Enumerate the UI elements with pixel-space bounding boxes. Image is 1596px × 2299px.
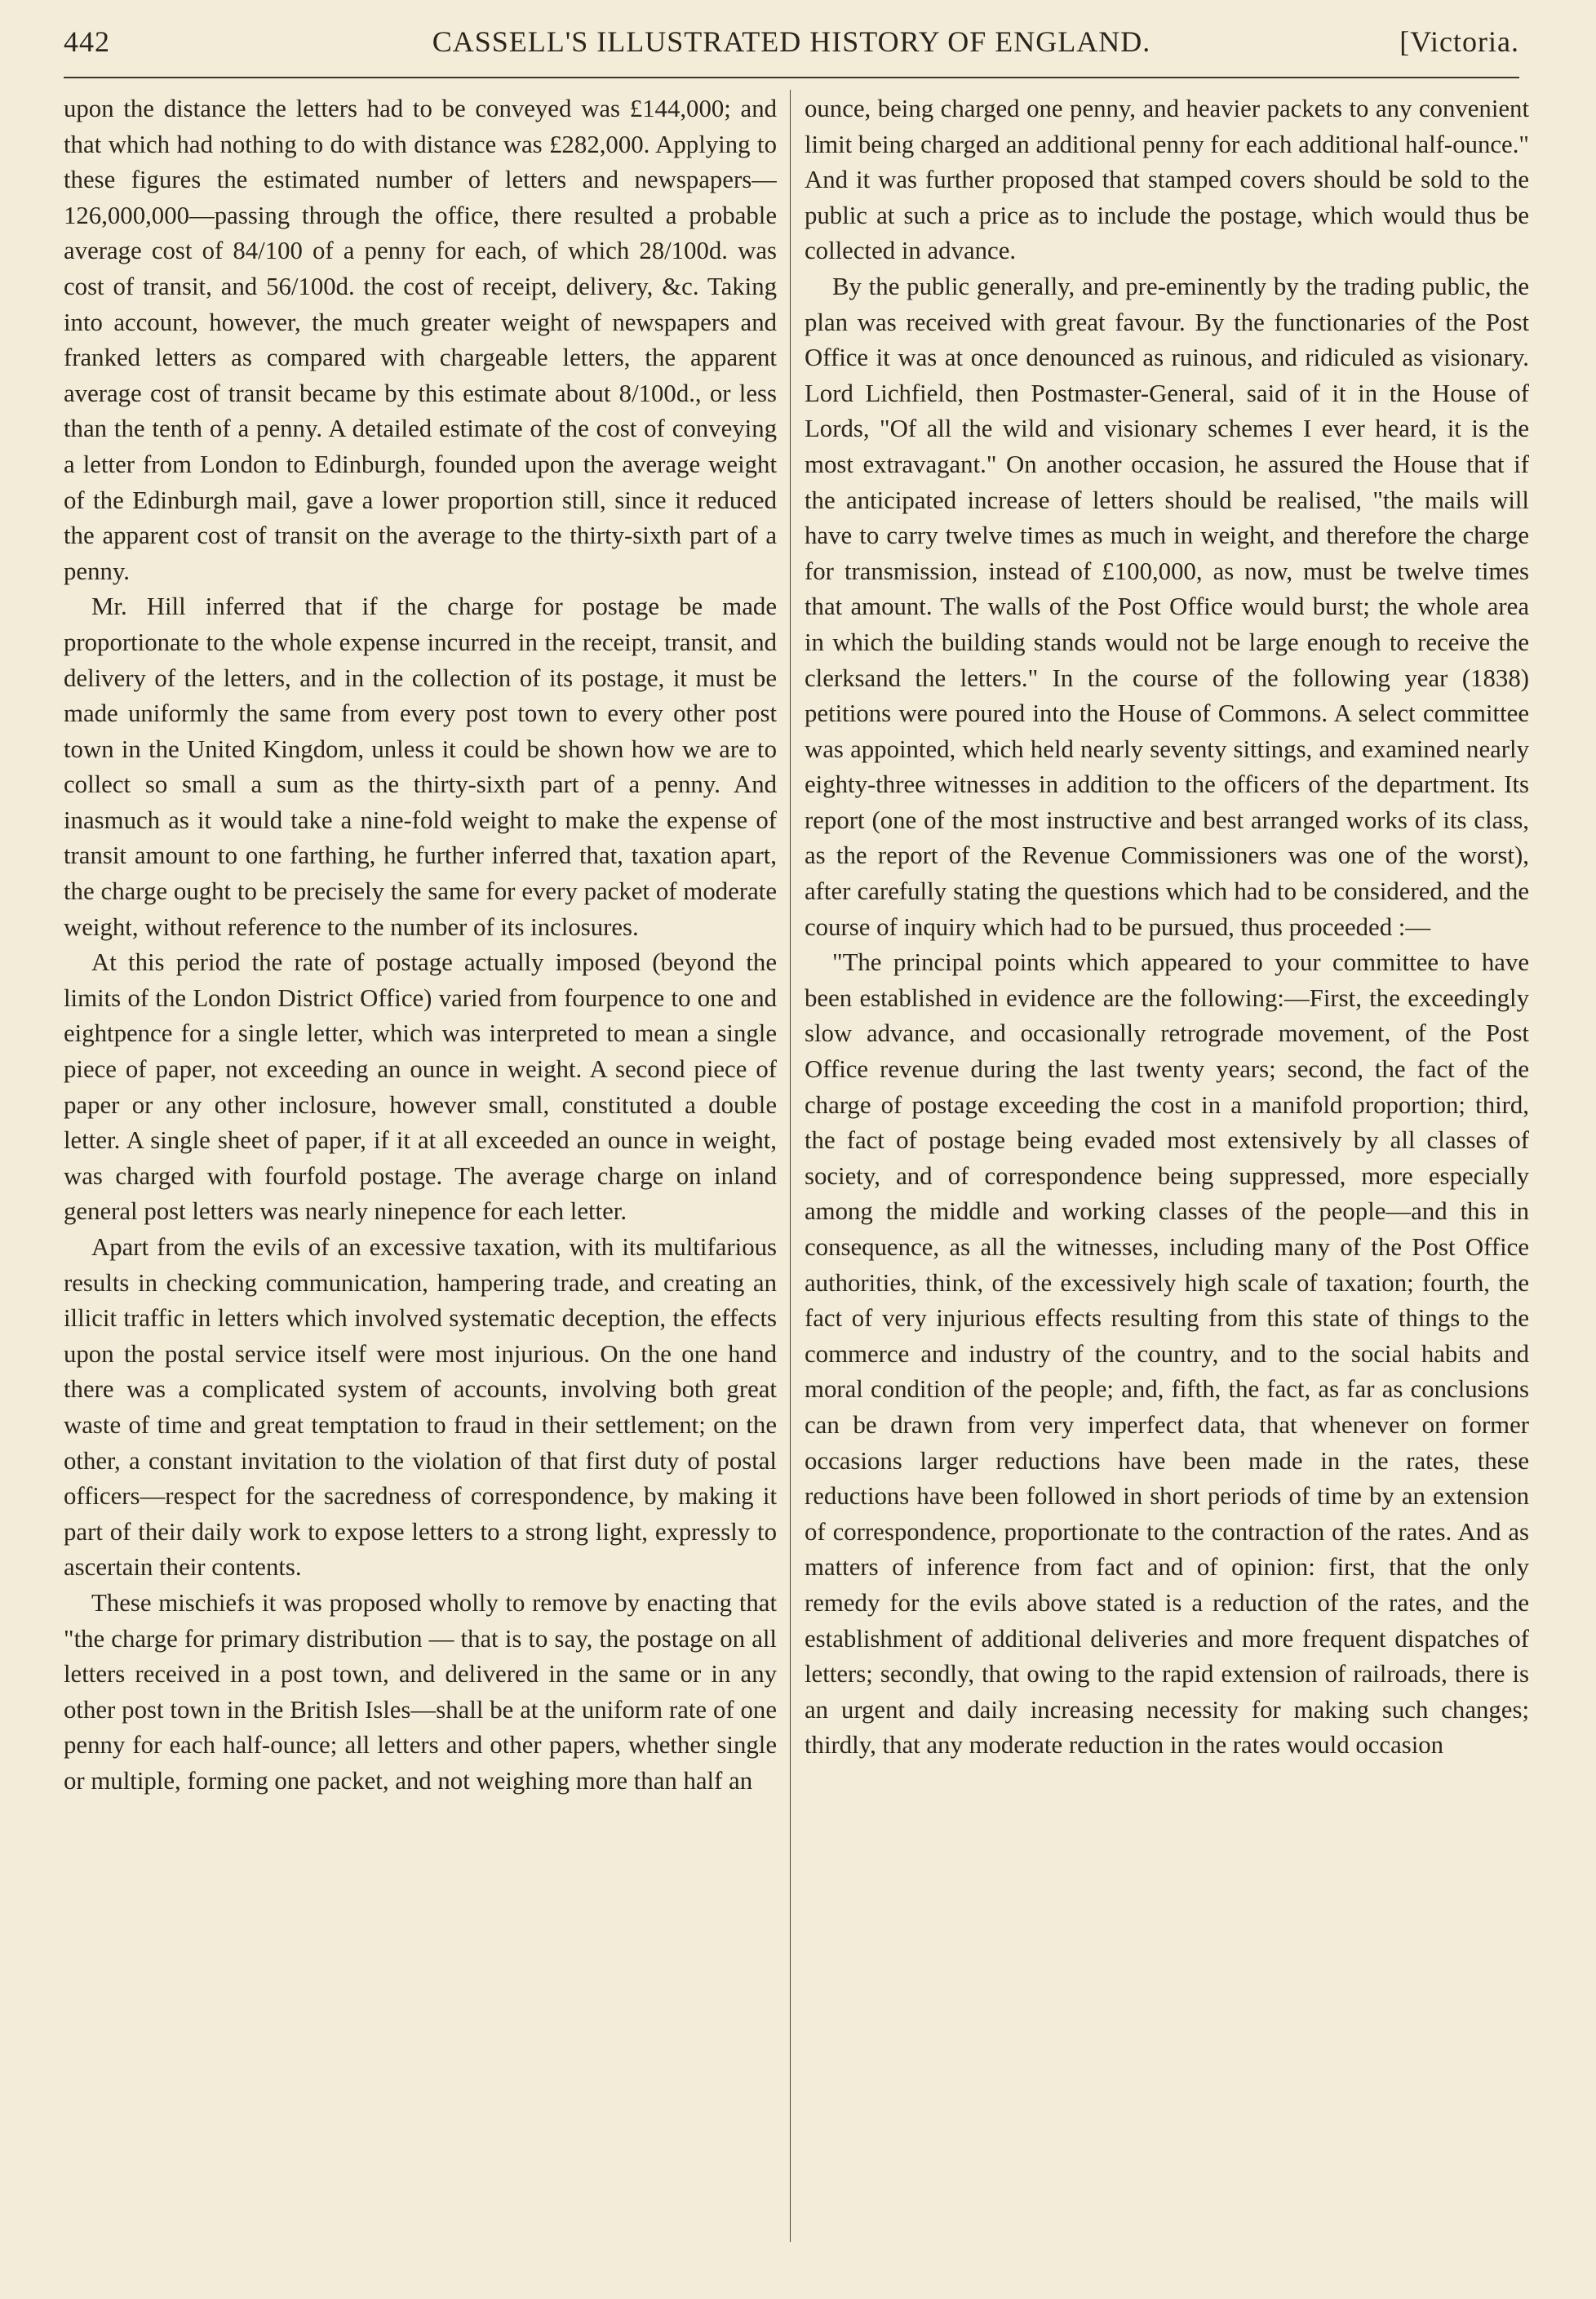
paragraph: At this period the rate of postage actually imposed (beyond the limits of the London District Office) varied from fourpence to one and eightpence for a single letter, which was interpreted to mean a single piece of paper, not exceeding an ounce in weight. A second piece of paper or any other inclosure, however small, constituted a double letter. A single sheet of paper, if it at all exceeded an ounce in weight, was charged with fourfold postage. The average charge on inland general post letters was nearly ninepence for each letter.	[64, 948, 777, 1226]
left-column	[64, 91, 777, 2250]
running-title: CASSELL'S ILLUSTRATED HISTORY OF ENGLAND.	[432, 25, 1151, 58]
column-divider	[790, 90, 791, 2242]
section-label: [Victoria.	[1399, 25, 1519, 58]
paragraph: upon the distance the letters had to be conveyed was £144,000; and that which had nothing to do with distance was £282,000. Applying to these figures the estimated number of letters and newspapers—126,000,000—passing through the office, there resulted a probable average cost of 84/100 of a penny for each, of which 28/100d. was cost of transit, and 56/100d. the cost of receipt, delivery, &c. Taking into account, however, the much greater weight of newspapers and franked letters as compared with chargeable letters, the apparent average cost of transit became by this estimate about 8/100d., or less than the tenth of a penny. A detailed estimate of the cost of conveying a letter from London to Edinburgh, founded upon the average weight of the Edinburgh mail, gave a lower proportion still, since it reduced the apparent cost of transit on the average to the thirty-sixth part of a penny.	[64, 95, 777, 585]
page-number: 442	[64, 25, 110, 58]
paragraph: "The principal points which appeared to your committee to have been established in evidence are the following:—First, the exceedingly slow advance, and occasionally retrograde movement, of the Post Office revenue during the last twenty years; second, the fact of the charge of postage exceeding the cost in a manifold proportion; third, the fact of postage being evaded most extensively by all classes of society, and of correspondence being suppressed, more especially among the middle and working classes of the people—and this in consequence, as all the witnesses, including many of the Post Office authorities, think, of the excessively high scale of taxation; fourth, the fact of very injurious effects resulting from this state of things to the commerce and industry of the country, and to the social habits and moral condition of the people; and, fifth, the fact, as far as conclusions can be drawn from very imperfect data, that whenever on former occasions larger reductions have been made in the rates, these reductions have been followed in short periods of time by an extension of correspondence, proportionate to the contraction of the rates. And as matters of inference from fact and of opinion: first, that the only remedy for the evils above stated is a reduction of the rates, and the establishment of additional deliveries and more frequent dispatches of letters; secondly, that owing to the rapid extension of railroads, there is an urgent and daily increasing necessity for making such changes; thirdly, that any moderate reduction in the rates would occasion	[805, 948, 1529, 1760]
header-rule	[64, 77, 1519, 78]
paragraph: By the public generally, and pre-eminently by the trading public, the plan was received with great favour. By the functionaries of the Post Office it was at once denounced as ruinous, and ridiculed as visionary. Lord Lichfield, then Postmaster-General, said of it in the House of Lords, "Of all the wild and visionary schemes I ever heard, it is the most extravagant." On another occasion, he assured the House that if the anticipated increase of letters should be realised, "the mails will have to carry twelve times as much in weight, and therefore the charge for transmission, instead of £100,000, as now, must be twelve times that amount. The walls of the Post Office would burst; the whole area in which the building stands would not be large enough to receive the clerksand the letters." In the course of the following year (1838) petitions were poured into the House of Commons. A select committee was appointed, which held nearly seventy sittings, and examined nearly eighty-three witnesses in addition to the officers of the department. Its report (one of the most instructive and best arranged works of its class, as the report of the Revenue Commissioners was one of the worst), after carefully stating the questions which had to be considered, and the course of inquiry which had to be pursued, thus proceeded :—	[805, 272, 1529, 941]
right-column	[805, 91, 1529, 2250]
running-header	[64, 24, 1519, 72]
paragraph: Apart from the evils of an excessive taxation, with its multifarious results in checking communication, hampering trade, and creating an illicit traffic in letters which involved systematic deception, the effects upon the postal service itself were most injurious. On the one hand there was a complicated system of accounts, involving both great waste of time and great temptation to fraud in their settlement; on the other, a constant invitation to the violation of that first duty of postal officers—respect for the sacredness of correspondence, by making it part of their daily work to expose letters to a strong light, expressly to ascertain their contents.	[64, 1233, 777, 1582]
paragraph: These mischiefs it was proposed wholly to remove by enacting that "the charge for primary distribution — that is to say, the postage on all letters received in a post town, and delivered in the same or in any other post town in the British Isles—shall be at the uniform rate of one penny for each half-ounce; all letters and other papers, whether single or multiple, forming one packet, and not weighing more than half an	[64, 1588, 777, 1795]
paragraph: ounce, being charged one penny, and heavier packets to any convenient limit being charged an additional penny for each additional half-ounce." And it was further proposed that stamped covers should be sold to the public at such a price as to include the postage, which would thus be collected in advance.	[805, 95, 1529, 265]
paragraph: Mr. Hill inferred that if the charge for postage be made proportionate to the whole expense incurred in the receipt, transit, and delivery of the letters, and in the collection of its postage, it must be made uniformly the same from every post town to every other post town in the United Kingdom, unless it could be shown how we are to collect so small a sum as the thirty-sixth part of a penny. And inasmuch as it would take a nine-fold weight to make the expense of transit amount to one farthing, he further inferred that, taxation apart, the charge ought to be precisely the same for every packet of moderate weight, without reference to the number of its inclosures.	[64, 593, 777, 941]
